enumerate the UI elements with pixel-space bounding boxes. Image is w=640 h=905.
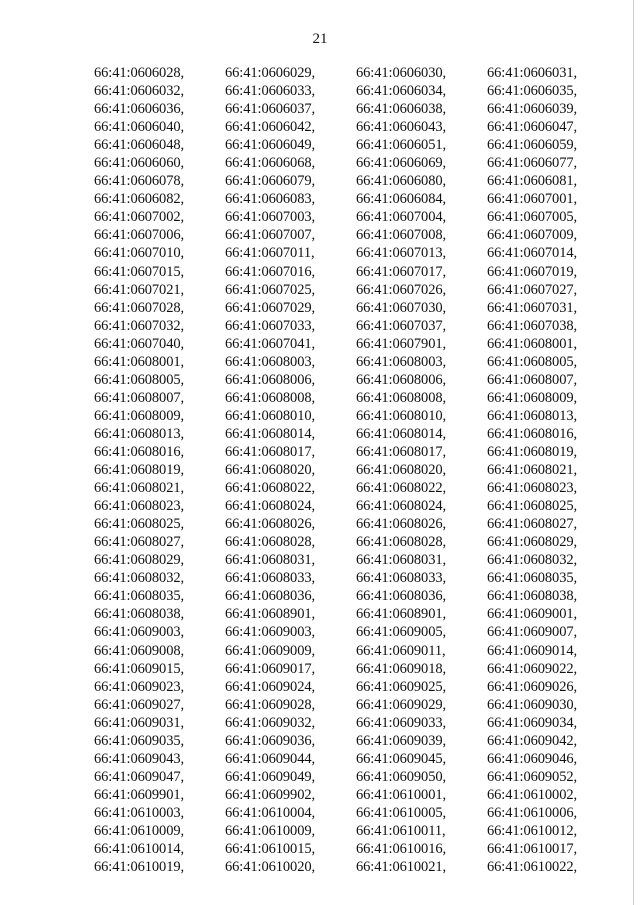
cadastral-code: 66:41:0608003, [225,353,316,370]
code-row [94,443,594,461]
code-row [94,696,594,714]
code-row [94,82,594,100]
cadastral-code: 66:41:0608035, [94,588,185,605]
cadastral-code: 66:41:0608009, [487,389,578,406]
cadastral-code: 66:41:0608035, [487,570,578,587]
cadastral-code: 66:41:0609030, [487,696,578,713]
code-row [94,822,594,840]
cadastral-code: 66:41:0608019, [94,462,185,479]
cadastral-code: 66:41:0607008, [356,227,447,244]
cadastral-code: 66:41:0610012, [487,822,578,839]
cadastral-code: 66:41:0608016, [94,443,185,460]
code-row [94,804,594,822]
cadastral-code: 66:41:0606033, [225,83,316,100]
cadastral-code: 66:41:0608033, [356,570,447,587]
code-row [94,226,594,244]
cadastral-code: 66:41:0608006, [225,371,316,388]
cadastral-code: 66:41:0608007, [487,371,578,388]
cadastral-code: 66:41:0608020, [356,462,447,479]
cadastral-code: 66:41:0610005, [356,804,447,821]
cadastral-code: 66:41:0608014, [356,425,447,442]
cadastral-code: 66:41:0606068, [225,155,316,172]
cadastral-code: 66:41:0609029, [356,696,447,713]
code-row [94,732,594,750]
cadastral-code: 66:41:0609015, [94,660,185,677]
cadastral-code: 66:41:0608010, [225,407,316,424]
cadastral-code: 66:41:0608003, [356,353,447,370]
cadastral-code: 66:41:0608023, [487,480,578,497]
cadastral-code: 66:41:0607037, [356,317,447,334]
cadastral-code: 66:41:0609011, [356,642,446,659]
cadastral-code: 66:41:0609031, [94,714,185,731]
cadastral-code: 66:41:0607028, [94,299,185,316]
cadastral-code: 66:41:0606049, [225,137,316,154]
cadastral-code: 66:41:0609003, [225,624,316,641]
cadastral-code: 66:41:0606037, [225,101,316,118]
cadastral-code: 66:41:0607901, [356,335,447,352]
cadastral-code: 66:41:0606080, [356,173,447,190]
code-row [94,660,594,678]
code-row [94,190,594,208]
cadastral-code: 66:41:0609005, [356,624,447,641]
cadastral-code: 66:41:0606047, [487,119,578,136]
code-row [94,750,594,768]
code-row [94,461,594,479]
cadastral-code: 66:41:0608022, [225,480,316,497]
cadastral-code: 66:41:0607025, [225,281,316,298]
cadastral-code: 66:41:0607010, [94,245,185,262]
code-row [94,678,594,696]
cadastral-code: 66:41:0608027, [487,516,578,533]
cadastral-code: 66:41:0608038, [487,588,578,605]
cadastral-code: 66:41:0609042, [487,732,578,749]
cadastral-code: 66:41:0609003, [94,624,185,641]
cadastral-code: 66:41:0607016, [225,263,316,280]
cadastral-code: 66:41:0608010, [356,407,447,424]
cadastral-code: 66:41:0606032, [94,83,185,100]
code-row [94,533,594,551]
cadastral-code: 66:41:0606031, [487,65,578,81]
cadastral-code: 66:41:0608028, [225,534,316,551]
cadastral-code: 66:41:0608901, [225,606,316,623]
page-edge-line [633,0,634,905]
cadastral-code: 66:41:0610006, [487,804,578,821]
code-row [94,244,594,262]
cadastral-code: 66:41:0610017, [487,841,578,858]
code-row [94,154,594,172]
cadastral-code: 66:41:0607014, [487,245,578,262]
cadastral-code: 66:41:0610004, [225,804,316,821]
cadastral-code: 66:41:0609009, [225,642,316,659]
cadastral-code: 66:41:0608008, [225,389,316,406]
cadastral-code: 66:41:0606060, [94,155,185,172]
cadastral-code: 66:41:0609022, [487,660,578,677]
cadastral-code: 66:41:0608017, [356,443,447,460]
cadastral-code: 66:41:0608006, [356,371,447,388]
code-row [94,136,594,154]
cadastral-code: 66:41:0606030, [356,65,447,81]
cadastral-code: 66:41:0607021, [94,281,185,298]
cadastral-code: 66:41:0608038, [94,606,185,623]
cadastral-code: 66:41:0607015, [94,263,185,280]
cadastral-code: 66:41:0607013, [356,245,447,262]
cadastral-code: 66:41:0609026, [487,678,578,695]
cadastral-code: 66:41:0608031, [356,552,447,569]
code-row [94,425,594,443]
code-row [94,353,594,371]
code-row [94,208,594,226]
cadastral-code: 66:41:0607038, [487,317,578,334]
cadastral-code: 66:41:0609049, [225,768,316,785]
cadastral-code: 66:41:0607033, [225,317,316,334]
cadastral-code: 66:41:0608025, [487,498,578,515]
cadastral-code: 66:41:0606034, [356,83,447,100]
cadastral-code: 66:41:0610021, [356,859,447,876]
cadastral-code: 66:41:0608001, [487,335,578,352]
cadastral-code: 66:41:0608021, [94,480,185,497]
cadastral-code: 66:41:0606038, [356,101,447,118]
cadastral-code: 66:41:0610011, [356,822,446,839]
cadastral-code: 66:41:0607007, [225,227,316,244]
cadastral-code: 66:41:0607001, [487,191,578,208]
code-row [94,714,594,732]
cadastral-code: 66:41:0609032, [225,714,316,731]
cadastral-code: 66:41:0607019, [487,263,578,280]
code-row [94,642,594,660]
cadastral-code: 66:41:0609035, [94,732,185,749]
cadastral-code: 66:41:0607029, [225,299,316,316]
cadastral-code: 66:41:0610019, [94,859,185,876]
cadastral-code: 66:41:0608013, [487,407,578,424]
cadastral-code: 66:41:0609017, [225,660,316,677]
cadastral-code: 66:41:0606069, [356,155,447,172]
cadastral-code: 66:41:0607005, [487,209,578,226]
cadastral-code: 66:41:0610014, [94,841,185,858]
cadastral-code: 66:41:0606040, [94,119,185,136]
cadastral-code: 66:41:0608005, [94,371,185,388]
cadastral-code: 66:41:0608026, [356,516,447,533]
cadastral-code: 66:41:0608901, [356,606,447,623]
page-number: 21 [312,31,328,47]
cadastral-code: 66:41:0609046, [487,750,578,767]
cadastral-code: 66:41:0610015, [225,841,316,858]
cadastral-code: 66:41:0608014, [225,425,316,442]
cadastral-code: 66:41:0606059, [487,137,578,154]
code-row [94,335,594,353]
cadastral-code: 66:41:0607009, [487,227,578,244]
cadastral-code: 66:41:0608016, [487,425,578,442]
cadastral-code: 66:41:0606036, [94,101,185,118]
cadastral-code: 66:41:0609045, [356,750,447,767]
code-row [94,569,594,587]
code-row [94,100,594,118]
cadastral-code: 66:41:0608029, [94,552,185,569]
cadastral-code: 66:41:0606078, [94,173,185,190]
cadastral-code: 66:41:0607017, [356,263,447,280]
cadastral-code: 66:41:0610003, [94,804,185,821]
cadastral-code: 66:41:0607031, [487,299,578,316]
cadastral-code: 66:41:0608021, [487,462,578,479]
cadastral-code: 66:41:0610002, [487,786,578,803]
cadastral-code: 66:41:0609039, [356,732,447,749]
cadastral-code: 66:41:0607011, [225,245,315,262]
cadastral-code: 66:41:0606028, [94,65,185,81]
code-row [94,407,594,425]
cadastral-code: 66:41:0609043, [94,750,185,767]
cadastral-code: 66:41:0607002, [94,209,185,226]
cadastral-code: 66:41:0607026, [356,281,447,298]
cadastral-code: 66:41:0606077, [487,155,578,172]
code-row [94,281,594,299]
cadastral-code: 66:41:0609050, [356,768,447,785]
cadastral-code: 66:41:0606084, [356,191,447,208]
cadastral-code: 66:41:0606079, [225,173,316,190]
cadastral-code: 66:41:0608032, [487,552,578,569]
cadastral-code: 66:41:0609007, [487,624,578,641]
cadastral-code: 66:41:0607040, [94,335,185,352]
code-row [94,840,594,858]
code-row [94,479,594,497]
cadastral-code: 66:41:0606048, [94,137,185,154]
cadastral-code: 66:41:0609036, [225,732,316,749]
code-row [94,551,594,569]
code-row [94,389,594,407]
code-row [94,317,594,335]
code-row [94,605,594,623]
cadastral-code: 66:41:0609028, [225,696,316,713]
cadastral-code: 66:41:0608019, [487,443,578,460]
cadastral-code: 66:41:0607032, [94,317,185,334]
cadastral-code: 66:41:0609027, [94,696,185,713]
code-row [94,768,594,786]
code-row [94,497,594,515]
code-row [94,371,594,389]
cadastral-code: 66:41:0608017, [225,443,316,460]
cadastral-code: 66:41:0609033, [356,714,447,731]
code-row [94,786,594,804]
cadastral-code: 66:41:0609001, [487,606,578,623]
cadastral-code: 66:41:0606051, [356,137,447,154]
cadastral-code: 66:41:0609008, [94,642,185,659]
code-row [94,858,594,876]
cadastral-code: 66:41:0608013, [94,425,185,442]
code-row [94,587,594,605]
cadastral-code: 66:41:0608032, [94,570,185,587]
cadastral-code: 66:41:0609901, [94,786,185,803]
cadastral-code: 66:41:0606043, [356,119,447,136]
cadastral-code: 66:41:0608036, [225,588,316,605]
cadastral-code: 66:41:0610016, [356,841,447,858]
cadastral-code: 66:41:0609014, [487,642,578,659]
cadastral-code: 66:41:0607041, [225,335,316,352]
cadastral-code: 66:41:0608029, [487,534,578,551]
cadastral-code-grid [94,64,594,876]
cadastral-code: 66:41:0607027, [487,281,578,298]
cadastral-code: 66:41:0610022, [487,859,578,876]
cadastral-code: 66:41:0609034, [487,714,578,731]
code-row [94,172,594,190]
cadastral-code: 66:41:0608005, [487,353,578,370]
cadastral-code: 66:41:0608031, [225,552,316,569]
code-row [94,299,594,317]
cadastral-code: 66:41:0606081, [487,173,578,190]
cadastral-code: 66:41:0606083, [225,191,316,208]
cadastral-code: 66:41:0609025, [356,678,447,695]
cadastral-code: 66:41:0606082, [94,191,185,208]
cadastral-code: 66:41:0608027, [94,534,185,551]
code-row [94,118,594,136]
cadastral-code: 66:41:0609052, [487,768,578,785]
cadastral-code: 66:41:0608008, [356,389,447,406]
cadastral-code: 66:41:0608001, [94,353,185,370]
code-row [94,515,594,533]
cadastral-code: 66:41:0607003, [225,209,316,226]
cadastral-code: 66:41:0609024, [225,678,316,695]
cadastral-code: 66:41:0608022, [356,480,447,497]
cadastral-code: 66:41:0610020, [225,859,316,876]
cadastral-code: 66:41:0608023, [94,498,185,515]
cadastral-code: 66:41:0606042, [225,119,316,136]
cadastral-code: 66:41:0608024, [356,498,447,515]
cadastral-code: 66:41:0608009, [94,407,185,424]
cadastral-code: 66:41:0606029, [225,65,316,81]
cadastral-code: 66:41:0606039, [487,101,578,118]
cadastral-code: 66:41:0610009, [225,822,316,839]
code-row [94,623,594,641]
cadastral-code: 66:41:0609023, [94,678,185,695]
code-row [94,64,594,82]
cadastral-code: 66:41:0608033, [225,570,316,587]
cadastral-code: 66:41:0608036, [356,588,447,605]
cadastral-code: 66:41:0606035, [487,83,578,100]
cadastral-code: 66:41:0608007, [94,389,185,406]
cadastral-code: 66:41:0610001, [356,786,447,803]
cadastral-code: 66:41:0609044, [225,750,316,767]
cadastral-code: 66:41:0609018, [356,660,447,677]
code-row [94,263,594,281]
cadastral-code: 66:41:0607030, [356,299,447,316]
cadastral-code: 66:41:0608025, [94,516,185,533]
cadastral-code: 66:41:0610009, [94,822,185,839]
cadastral-code: 66:41:0607006, [94,227,185,244]
cadastral-code: 66:41:0608020, [225,462,316,479]
cadastral-code: 66:41:0608024, [225,498,316,515]
cadastral-code: 66:41:0607004, [356,209,447,226]
cadastral-code: 66:41:0608026, [225,516,316,533]
cadastral-code: 66:41:0609047, [94,768,185,785]
cadastral-code: 66:41:0608028, [356,534,447,551]
cadastral-code: 66:41:0609902, [225,786,316,803]
